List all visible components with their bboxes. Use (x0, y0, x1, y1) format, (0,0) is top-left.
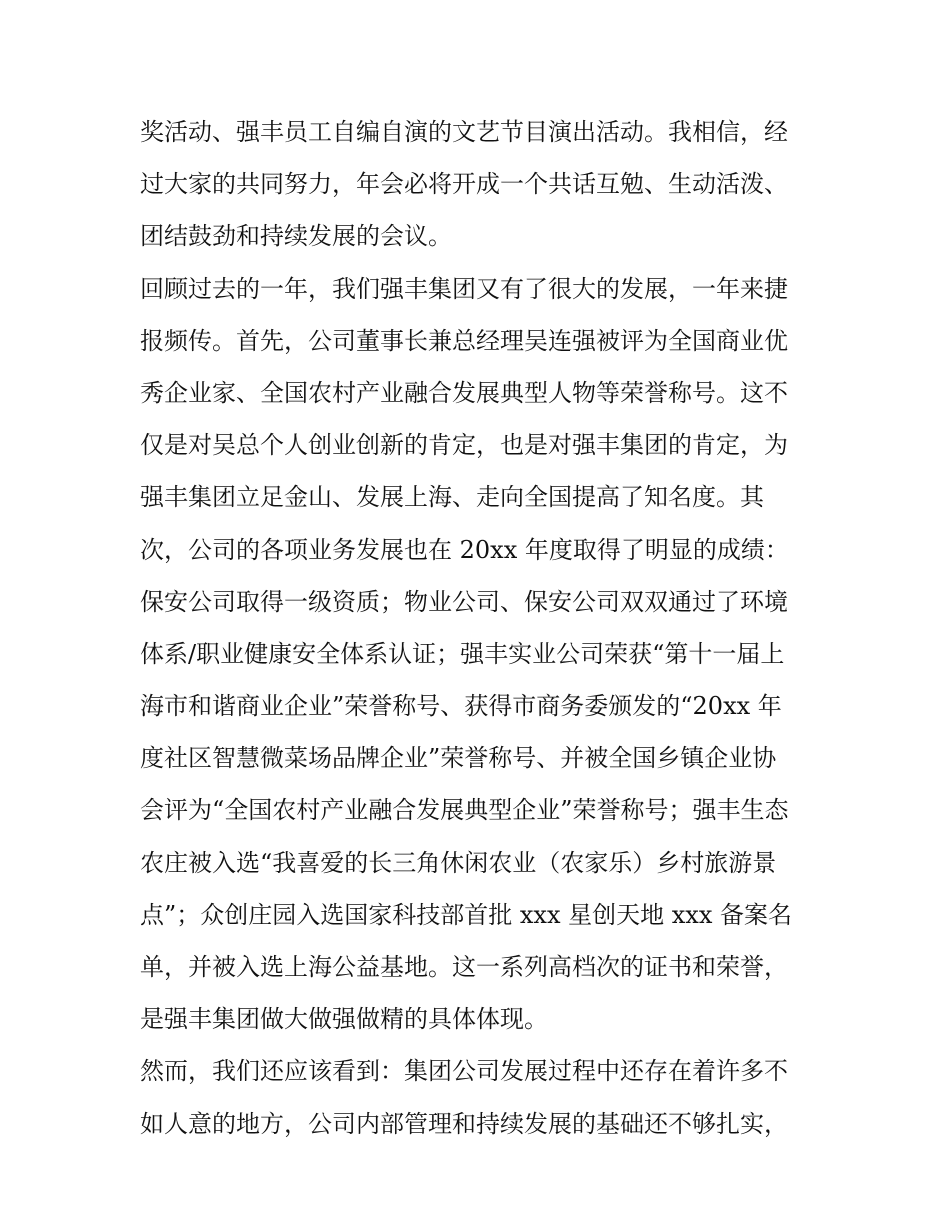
text-line: 仅是对吴总个人创业创新的肯定，也是对强丰集团的肯定，为 (140, 431, 788, 460)
text-line: 度社区智慧微菜场品牌企业”荣誉称号、并被全国乡镇企业协 (140, 744, 777, 773)
text-line: 如人意的地方，公司内部管理和持续发展的基础还不够扎实， (140, 1109, 788, 1138)
text-line: 农庄被入选“我喜爱的长三角休闲农业（农家乐）乡村旅游景 (140, 848, 777, 877)
text-line: 保安公司取得一级资质；物业公司、保安公司双双通过了环境 (140, 587, 788, 616)
text-line: 团结鼓劲和持续发展的会议。 (140, 222, 452, 251)
text-line: 体系/职业健康安全体系认证；强丰实业公司荣获“第十一届上 (140, 639, 785, 668)
text-line: 单，并被入选上海公益基地。这一系列高档次的证书和荣誉， (140, 953, 788, 981)
text-line: 奖活动、强丰员工自编自演的文艺节目演出活动。我相信，经 (140, 118, 788, 146)
text-line: 次，公司的各项业务发展也在 20xx 年度取得了明显的成绩： (140, 535, 789, 564)
text-line: 强丰集团立足金山、发展上海、走向全国提高了知名度。其 (140, 483, 764, 512)
text-line: 回顾过去的一年，我们强丰集团又有了很大的发展，一年来捷 (140, 274, 788, 303)
text-line: 海市和谐商业企业”荣誉称号、获得市商务委颁发的“20xx 年 (140, 692, 782, 721)
text-line: 过大家的共同努力，年会必将开成一个共话互勉、生动活泼、 (140, 170, 788, 199)
text-line: 然而，我们还应该看到：集团公司发展过程中还存在着许多不 (140, 1057, 788, 1086)
text-line: 秀企业家、全国农村产业融合发展典型人物等荣誉称号。这不 (140, 378, 788, 407)
text-line: 会评为“全国农村产业融合发展典型企业”荣誉称号；强丰生态 (140, 796, 789, 825)
text-line: 报频传。首先，公司董事长兼总经理吴连强被评为全国商业优 (140, 326, 788, 355)
text-line: 点”；众创庄园入选国家科技部首批 xxx 星创天地 xxx 备案名 (140, 900, 792, 929)
text-line: 是强丰集团做大做强做精的具体体现。 (140, 1005, 548, 1034)
body-text (140, 106, 820, 1150)
